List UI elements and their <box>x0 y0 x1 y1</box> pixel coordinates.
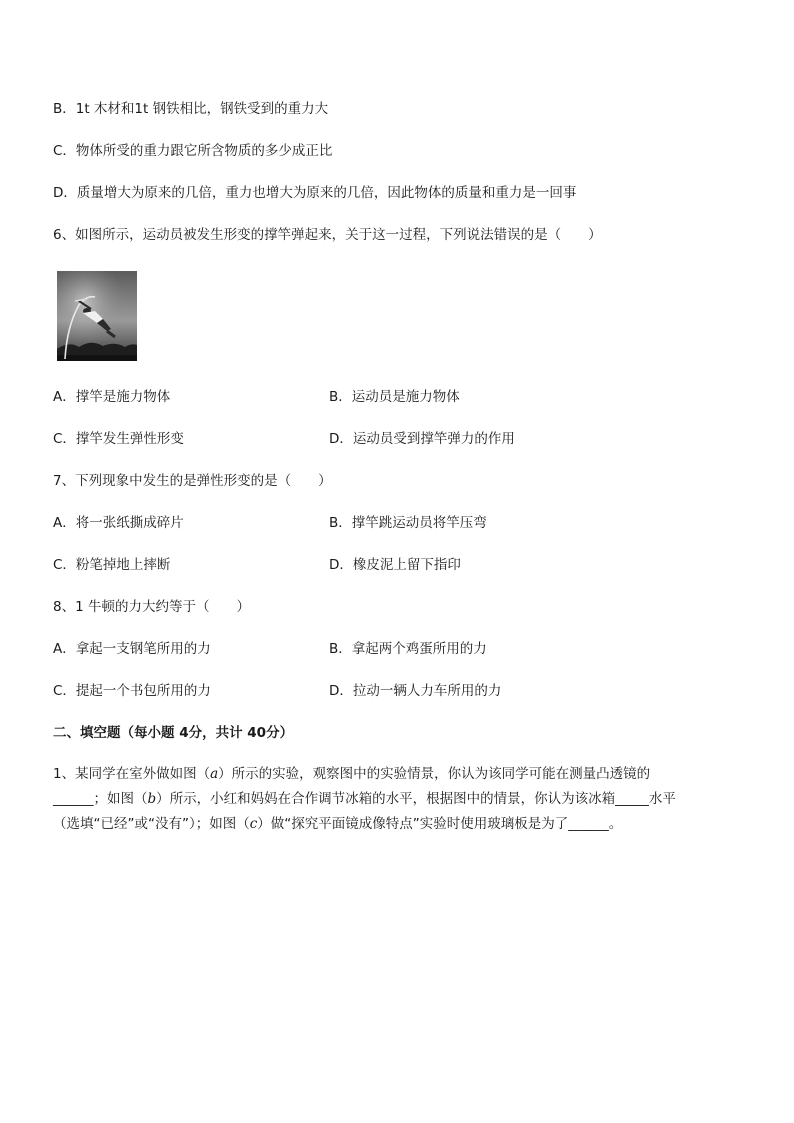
q6-option-b: B．运动员是施力物体 <box>329 389 460 405</box>
q6-option-c: C．撑竿发生弹性形变 <box>53 431 184 447</box>
q8-option-d: D．拉动一辆人力车所用的力 <box>329 683 502 699</box>
fill-q1-line1 <box>53 762 753 787</box>
fill-q1-line2-text-a: ______；如图（ <box>53 791 148 807</box>
fill-q1-line2 <box>53 787 753 812</box>
q7-stem: 7、下列现象中发生的是弹性形变的是（ ） <box>53 473 332 489</box>
q5-option-d: D．质量增大为原来的几倍，重力也增大为原来的几倍，因此物体的质量和重力是一回事 <box>53 185 577 201</box>
q7-option-b: B．撑竿跳运动员将竿压弯 <box>329 515 487 531</box>
q8-option-c: C．提起一个书包所用的力 <box>53 683 211 699</box>
fig-label-c: c <box>249 816 258 832</box>
q6-stem: 6、如图所示，运动员被发生形变的撑竿弹起来，关于这一过程，下列说法错误的是（ ） <box>53 227 602 243</box>
fill-q1-line3 <box>53 812 753 837</box>
fig-label-a: a <box>210 766 219 782</box>
q7-option-c: C．粉笔掉地上摔断 <box>53 557 171 573</box>
fill-q1-line2-text-b: ）所示，小红和妈妈在合作调节冰箱的水平，根据图中的情景，你认为该冰箱_____水平 <box>156 791 676 807</box>
q6-option-a: A．撑竿是施力物体 <box>53 389 171 405</box>
q8-option-a: A．拿起一支钢笔所用的力 <box>53 641 211 657</box>
fill-q1-line3-text-b: ）做“探究平面镜成像特点”实验时使用玻璃板是为了______。 <box>257 816 623 832</box>
fig-label-b: b <box>147 791 157 807</box>
q7-option-a: A．将一张纸撕成碎片 <box>53 515 184 531</box>
fill-q1-line1-text-b: ）所示的实验，观察图中的实验情景，你认为该同学可能在测量凸透镜的 <box>218 766 651 782</box>
q7-option-d: D．橡皮泥上留下指印 <box>329 557 461 573</box>
section-heading-fill-in: 二、填空题（每小题 4分，共计 40分） <box>53 725 294 741</box>
pole-vault-photo <box>57 271 137 361</box>
q8-stem: 8、1 牛顿的力大约等于（ ） <box>53 599 250 615</box>
fill-q1-line3-text-a: （选填“已经”或“没有”）；如图（ <box>53 816 250 832</box>
q6-option-d: D．运动员受到撑竿弹力的作用 <box>329 431 515 447</box>
q5-option-c: C．物体所受的重力跟它所含物质的多少成正比 <box>53 143 333 159</box>
q5-option-b: B．1t 木材和1t 钢铁相比，钢铁受到的重力大 <box>53 101 329 117</box>
q8-option-b: B．拿起两个鸡蛋所用的力 <box>329 641 487 657</box>
fill-q1-line1-text-a: 1、某同学在室外做如图（ <box>53 766 211 782</box>
